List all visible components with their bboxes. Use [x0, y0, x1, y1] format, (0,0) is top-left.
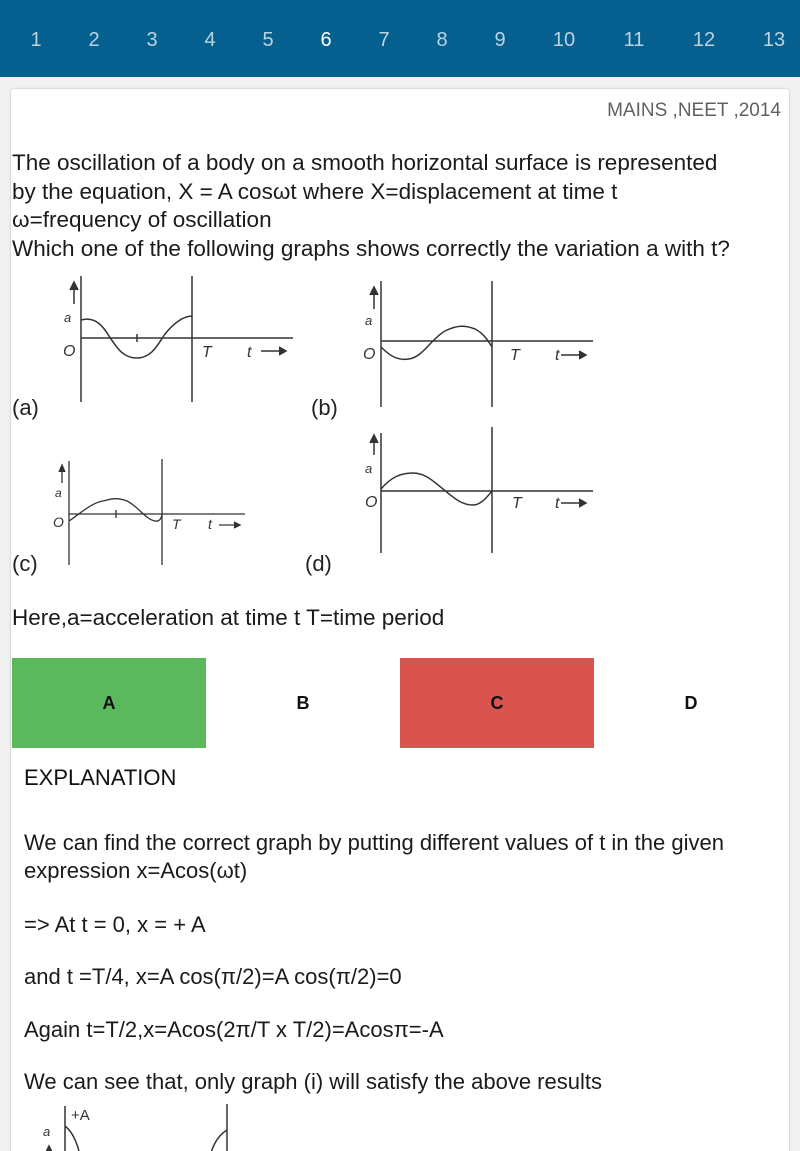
option-d-label: (d) [305, 551, 332, 576]
exam-tag: MAINS ,NEET ,2014 [607, 100, 781, 121]
axis-label-a: a [55, 486, 62, 500]
period-label: T [512, 495, 522, 512]
time-label: t [555, 495, 560, 512]
question-line: The oscillation of a body on a smooth horizontal surface is represented [12, 150, 718, 175]
time-label: t [555, 347, 560, 364]
tab-question-12[interactable]: 12 [692, 29, 716, 51]
time-label: t [208, 516, 212, 532]
graph-c [51, 457, 251, 569]
tab-question-13[interactable]: 13 [762, 29, 786, 51]
origin-label: O [365, 494, 378, 511]
graph-a [61, 274, 301, 404]
tab-question-11[interactable]: 11 [623, 29, 645, 51]
explanation-paragraph: We can find the correct graph by putting different values of t in the given expression x=Acos(ωt) [24, 830, 724, 883]
explanation-paragraph: and t =T/4, x=A cos(π/2)=A cos(π/2)=0 [24, 964, 402, 989]
answer-c-button[interactable]: C [400, 658, 594, 748]
tab-question-6[interactable]: 6 [320, 29, 332, 51]
origin-label: O [363, 346, 376, 363]
answer-a-button[interactable]: A [12, 658, 206, 748]
question-note: Here,a=acceleration at time t T=time period [12, 605, 445, 630]
time-label: t [247, 344, 252, 361]
tab-question-9[interactable]: 9 [494, 29, 506, 51]
explanation-title: EXPLANATION [24, 765, 177, 790]
graph-d [361, 425, 601, 557]
option-b-label: (b) [311, 395, 338, 420]
question-number-bar [0, 0, 800, 77]
explanation-graph [39, 1102, 239, 1151]
answer-b-button[interactable]: B [206, 658, 400, 748]
period-label: T [172, 516, 181, 532]
axis-label-a: a [365, 461, 373, 476]
tab-question-5[interactable]: 5 [262, 29, 274, 51]
question-line: by the equation, X = A cosωt where X=displacement at time t [12, 178, 618, 204]
tab-question-7[interactable]: 7 [378, 29, 390, 51]
answer-options [12, 658, 788, 748]
axis-label-a: a [365, 313, 373, 328]
question-text [12, 149, 788, 263]
option-a-label: (a) [12, 395, 39, 420]
question-card [11, 89, 789, 1151]
tab-question-8[interactable]: 8 [436, 29, 448, 51]
origin-label: O [63, 343, 76, 360]
tab-question-1[interactable]: 1 [30, 29, 42, 51]
question-line: Which one of the following graphs shows correctly the variation a with t? [12, 235, 730, 261]
answer-d-button[interactable]: D [594, 658, 788, 748]
axis-label-a: a [64, 310, 72, 325]
period-label: T [202, 344, 212, 361]
tab-question-2[interactable]: 2 [88, 29, 100, 51]
origin-label: O [53, 514, 64, 530]
explanation-paragraph: We can see that, only graph (i) will satisfy the above results [24, 1069, 602, 1094]
graph-b [361, 279, 601, 409]
question-line: ω=frequency of oscillation [12, 207, 272, 232]
explanation-paragraph: => At t = 0, x = + A [24, 912, 206, 937]
tab-question-4[interactable]: 4 [204, 29, 216, 51]
amplitude-label: +A [71, 1107, 90, 1124]
sketch-axis-label: a [43, 1124, 51, 1139]
period-label: T [510, 347, 520, 364]
tab-question-3[interactable]: 3 [146, 29, 158, 51]
option-c-label: (c) [12, 551, 38, 576]
explanation-paragraph: Again t=T/2,x=Acos(2π/T x T/2)=Acosπ=-A [24, 1017, 444, 1042]
tab-question-10[interactable]: 10 [552, 29, 576, 51]
